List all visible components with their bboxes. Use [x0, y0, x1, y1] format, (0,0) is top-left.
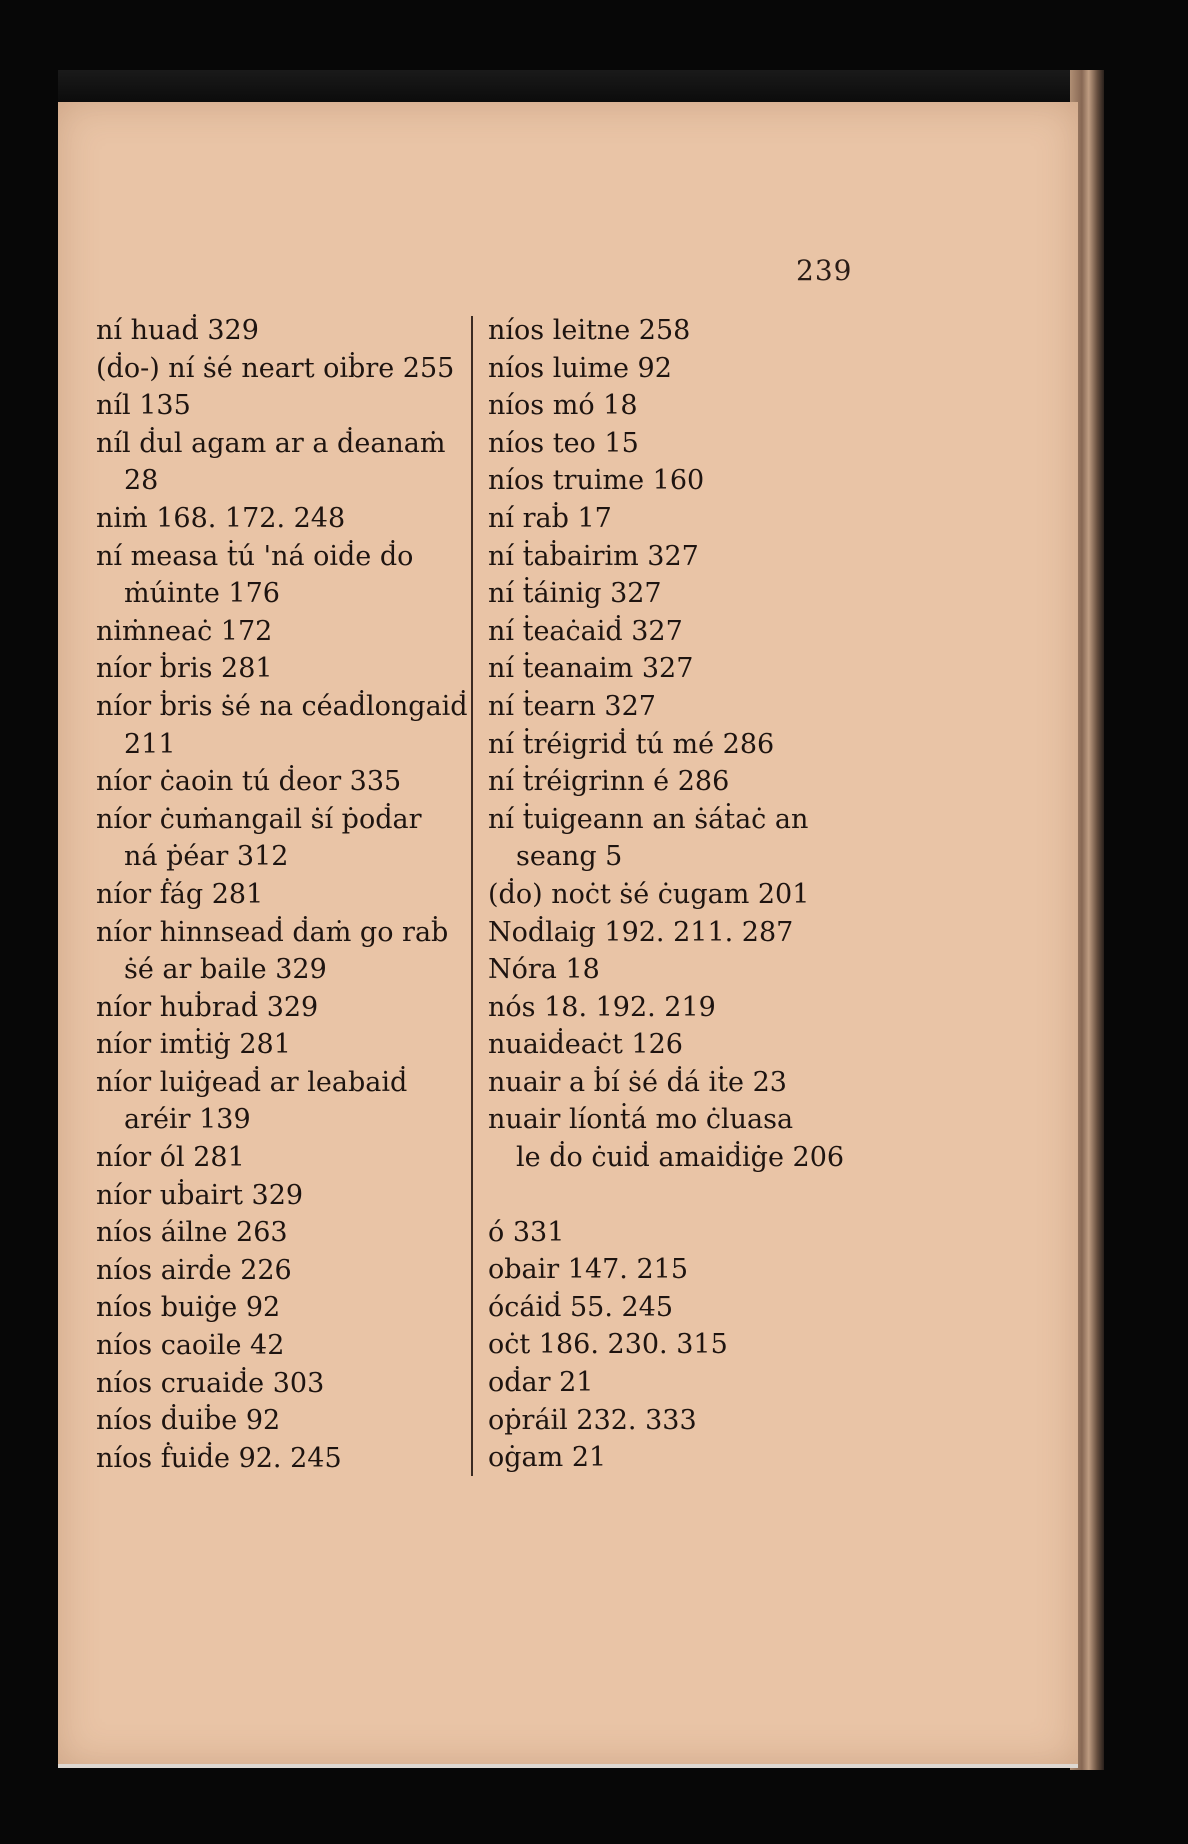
index-entry: ócáiḋ 55. 245: [488, 1291, 674, 1323]
index-entry: níos mó 18: [488, 390, 638, 422]
index-entry: níor luiġeaḋ ar leabaiḋ: [96, 1066, 408, 1098]
index-entry: ní huaḋ 329: [96, 315, 259, 346]
index-entry: níor ḟág 281: [96, 878, 264, 910]
index-entry: níos ḋuiḃe 92: [96, 1405, 281, 1437]
index-entry: níos cruaiḋe 303: [96, 1367, 325, 1399]
index-entry: níos truime 160: [488, 465, 705, 497]
index-entry: oṗráil 232. 333: [488, 1404, 697, 1436]
page-number: 239: [796, 254, 853, 287]
index-entry: níl 135: [96, 390, 191, 422]
index-entry: níos leitne 258: [488, 315, 691, 346]
index-entry: níos airḋe 226: [96, 1254, 292, 1286]
index-entry: níor ċuṁangail ṡí ṗoḋar: [96, 803, 422, 835]
index-entry: níor ḃris ṡé na céaḋlongaiḋ: [96, 690, 468, 722]
index-entry: oġam 21: [488, 1442, 607, 1474]
book-top-edge: [58, 70, 1104, 104]
index-entry: ní raḃ 17: [488, 502, 612, 534]
index-entry: níos caoile 42: [96, 1330, 285, 1362]
index-entry: ní ṫréigrinn é 286: [488, 766, 730, 798]
index-entry: ní ṫeanaim 327: [488, 653, 694, 685]
index-entry: 211: [124, 728, 176, 760]
index-entry: nuair líonṫá mo ċluasa: [488, 1104, 794, 1136]
index-entry: obair 147. 215: [488, 1254, 688, 1286]
index-entry: ní ṫáinig 327: [488, 578, 662, 610]
index-entry: ṁúinte 176: [124, 578, 280, 610]
index-entry: Nóra 18: [488, 954, 600, 986]
index-entry: ní ṫuigeann an ṡáṫaċ an: [488, 803, 809, 835]
index-entry: oċt 186. 230. 315: [488, 1329, 728, 1361]
index-entry: niṁneaċ 172: [96, 615, 273, 647]
index-column-right: [488, 312, 858, 1477]
index-entry: níos áilne 263: [96, 1217, 288, 1249]
index-entry: le ḋo ċuiḋ amaiḋiġe 206: [516, 1142, 845, 1174]
index-entry: ní ṫearn 327: [488, 690, 656, 722]
index-entry: ní measa ṫú 'ná oiḋe ḋo: [96, 540, 414, 572]
index-entry: níor huḃraḋ 329: [96, 991, 319, 1023]
index-entry: oḋar 21: [488, 1367, 594, 1399]
column-divider: [471, 316, 473, 1476]
index-entry: Noḋlaig 192. 211. 287: [488, 916, 794, 948]
index-entry: níor ól 281: [96, 1142, 245, 1174]
index-entry: níos teo 15: [488, 427, 639, 459]
index-entry: nuaiḋeaċt 126: [488, 1029, 683, 1061]
index-entry: ní ṫaḃairim 327: [488, 540, 699, 572]
index-entry: ó 331: [488, 1216, 565, 1248]
index-entry: níl ḋul agam ar a ḋeanaṁ: [96, 427, 446, 459]
index-entry: níor uḃairt 329: [96, 1179, 304, 1211]
index-entry: seang 5: [516, 841, 623, 873]
index-entry: ná ṗéar 312: [124, 841, 289, 873]
index-entry: níor ḃris 281: [96, 653, 273, 685]
index-entry: nuair a ḃí ṡé ḋá iṫe 23: [488, 1066, 787, 1098]
index-entry: (ḋo-) ní ṡé neart oiḃre 255: [96, 352, 455, 384]
index-entry: ní ṫeaċaiḋ 327: [488, 615, 683, 647]
index-entry: níor imṫiġ 281: [96, 1029, 291, 1061]
index-entry: ní ṫréigriḋ tú mé 286: [488, 728, 775, 760]
index-entry: níos buiġe 92: [96, 1292, 281, 1324]
index-entry: níor hinnseaḋ ḋaṁ go raḃ: [96, 916, 449, 948]
index-entry: ṡé ar baile 329: [124, 954, 327, 986]
index-entry: (ḋo) noċt ṡé ċugam 201: [488, 878, 810, 910]
index-column-left: [96, 312, 468, 1477]
index-entry: níor ċaoin tú ḋeor 335: [96, 766, 402, 798]
index-entry: níos ḟuiḋe 92. 245: [96, 1442, 342, 1474]
index-entry: níos luime 92: [488, 352, 672, 384]
index-entry: aréir 139: [124, 1104, 251, 1136]
index-entry: nós 18. 192. 219: [488, 991, 716, 1023]
index-entry: 28: [124, 465, 159, 497]
index-entry: niṁ 168. 172. 248: [96, 502, 346, 534]
page-bottom-edge: [58, 1764, 1078, 1768]
